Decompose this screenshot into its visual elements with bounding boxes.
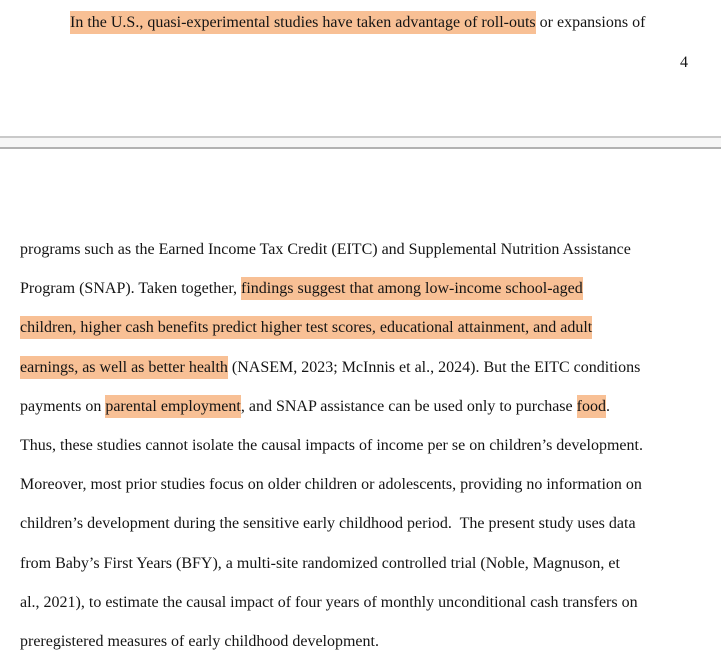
text-segment: Thus, these studies cannot isolate the causal impacts of income per se on children’s development. bbox=[20, 436, 643, 454]
page-break-divider bbox=[0, 136, 721, 149]
text-segment: , and SNAP assistance can be used only to purchase bbox=[240, 397, 577, 415]
text-segment: payments on bbox=[20, 397, 106, 415]
highlighted-text: children, higher cash benefits predict higher test scores, educational attainment, and adult bbox=[20, 316, 592, 339]
text-line bbox=[20, 348, 688, 387]
upper-page-text bbox=[20, 11, 688, 35]
text-line bbox=[20, 230, 688, 269]
text-line bbox=[20, 11, 688, 35]
text-line bbox=[20, 504, 688, 543]
highlighted-text: In the U.S., quasi-experimental studies have taken advantage of roll-outs bbox=[70, 11, 536, 34]
text-segment: from Baby’s First Years (BFY), a multi-site randomized controlled trial (Noble, Magnuson, et bbox=[20, 554, 620, 572]
text-line bbox=[20, 387, 688, 426]
highlighted-text: earnings, as well as better health bbox=[20, 356, 228, 379]
text-segment: Moreover, most prior studies focus on older children or adolescents, providing no information on bbox=[20, 476, 642, 494]
text-line bbox=[20, 465, 688, 504]
text-line bbox=[20, 308, 688, 347]
text-line bbox=[20, 269, 688, 308]
lower-page-text bbox=[20, 230, 688, 661]
highlighted-text: findings suggest that among low-income school-aged bbox=[241, 277, 583, 300]
text-segment: Program (SNAP). Taken together, bbox=[20, 280, 242, 298]
text-segment: preregistered measures of early childhood development. bbox=[20, 632, 379, 650]
text-line bbox=[20, 583, 688, 622]
highlighted-text: food bbox=[577, 395, 606, 418]
text-line bbox=[20, 426, 688, 465]
text-segment: or expansions of bbox=[535, 14, 646, 31]
page-number: 4 bbox=[680, 54, 688, 71]
text-segment: (NASEM, 2023; McInnis et al., 2024). But the EITC conditions bbox=[227, 358, 641, 376]
text-line bbox=[20, 544, 688, 583]
highlighted-text: parental employment bbox=[105, 395, 241, 418]
text-segment: . bbox=[605, 397, 610, 415]
text-segment: programs such as the Earned Income Tax Credit (EITC) and Supplemental Nutrition Assistance bbox=[20, 241, 631, 258]
text-segment: children’s development during the sensitive early childhood period. The present study uses data bbox=[20, 515, 636, 533]
text-segment: al., 2021), to estimate the causal impact of four years of monthly unconditional cash transfers on bbox=[20, 593, 638, 611]
text-line bbox=[20, 622, 688, 661]
